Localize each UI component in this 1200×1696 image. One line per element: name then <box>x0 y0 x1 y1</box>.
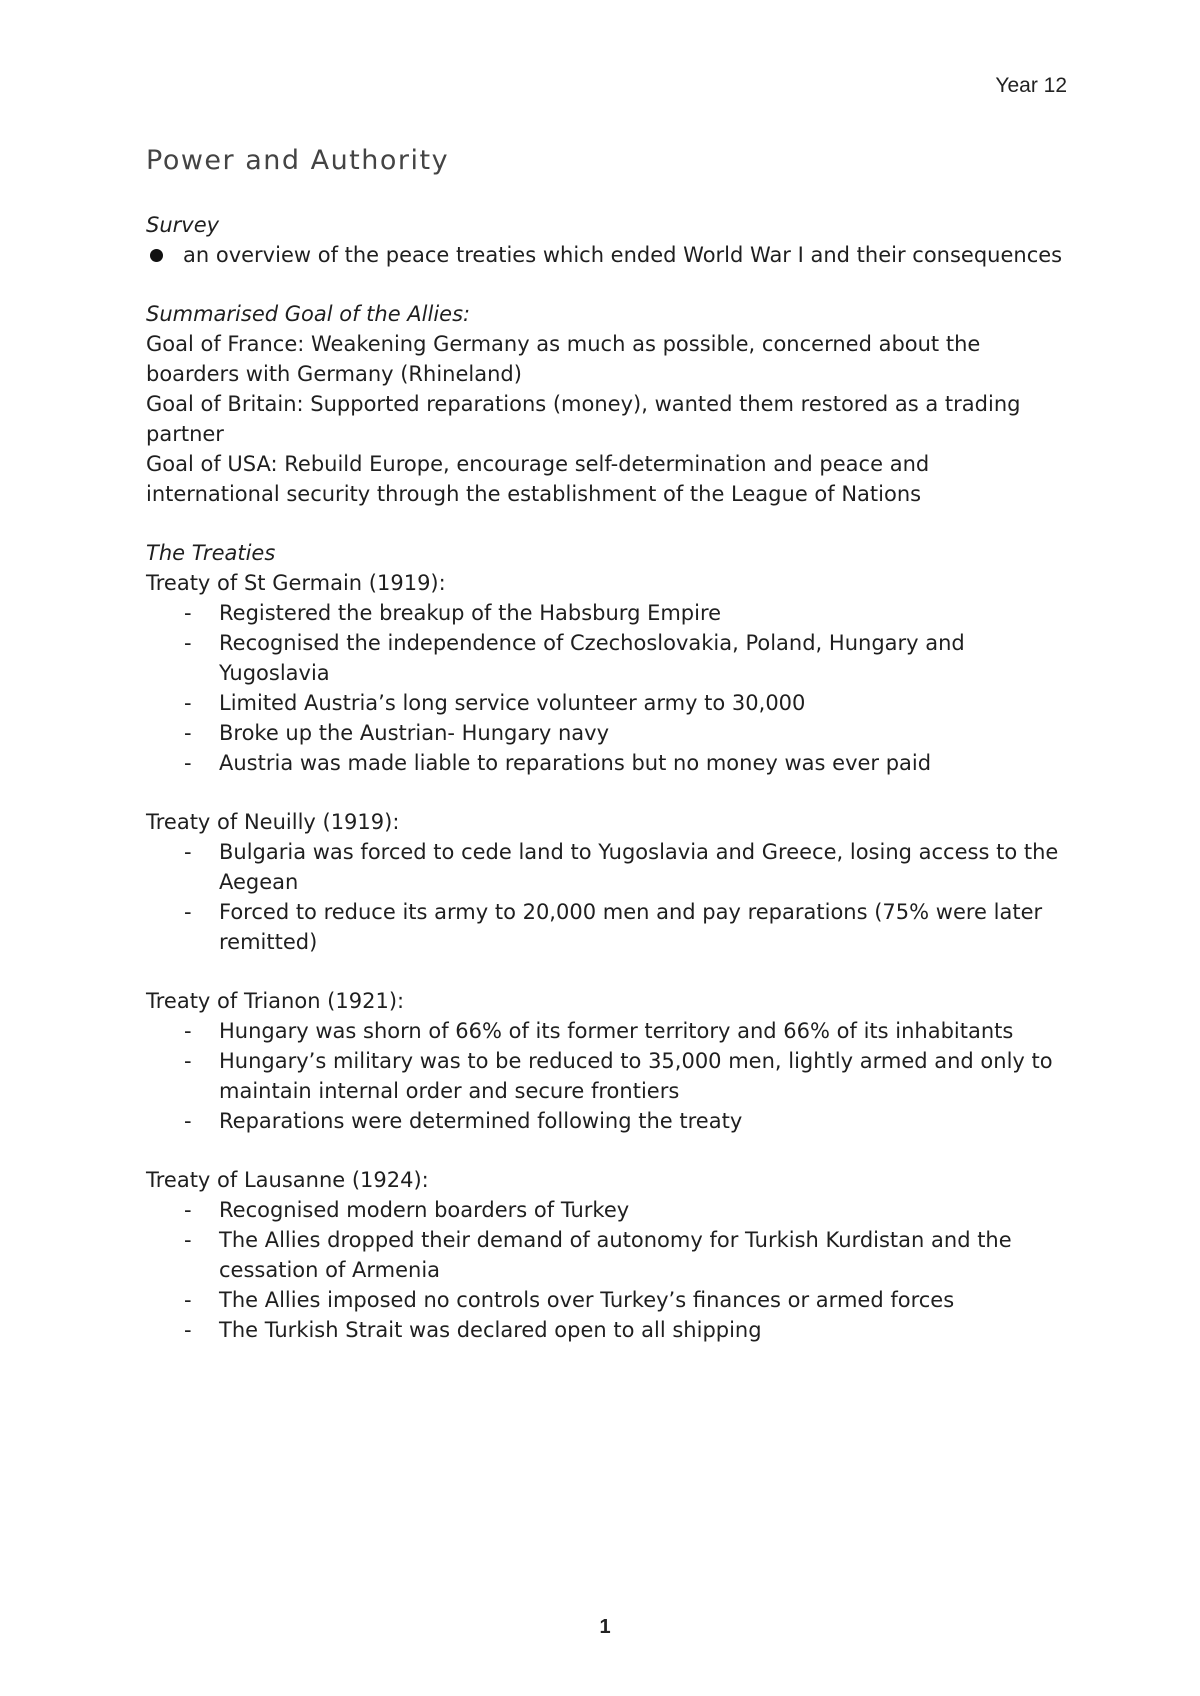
list-item <box>146 897 1066 957</box>
dash-marker: - <box>184 751 192 775</box>
list-item-text: Forced to reduce its army to 20,000 men and pay reparations (75% were later remitted) <box>219 900 1043 954</box>
page-number: 1 <box>599 1616 611 1638</box>
dash-marker: - <box>184 601 192 625</box>
list-item <box>146 1285 1066 1315</box>
list-item <box>146 837 1066 897</box>
dash-marker: - <box>184 721 192 745</box>
treaty-points-trianon <box>146 1016 1066 1136</box>
treaty-points-lausanne <box>146 1195 1066 1345</box>
dash-marker: - <box>184 1109 192 1133</box>
treaty-points-neuilly <box>146 837 1066 957</box>
treaty-title-trianon: Treaty of Trianon (1921): <box>146 989 405 1013</box>
list-item <box>146 1016 1066 1046</box>
list-item <box>146 1106 1066 1136</box>
goal-britain: Goal of Britain: Supported reparations (money), wanted them restored as a trading partner <box>146 392 1021 446</box>
list-item-text: The Turkish Strait was declared open to all shipping <box>219 1318 762 1342</box>
treaty-title-st-germain: Treaty of St Germain (1919): <box>146 571 446 595</box>
document-body <box>146 144 1066 1345</box>
list-item-text: Recognised the independence of Czechoslovakia, Poland, Hungary and Yugoslavia <box>219 631 965 685</box>
goals-heading: Summarised Goal of the Allies: <box>146 302 471 326</box>
list-item <box>146 718 1066 748</box>
bullet-dot-icon <box>150 249 163 262</box>
survey-bullet <box>146 240 1066 270</box>
list-item-text: The Allies dropped their demand of autonomy for Turkish Kurdistan and the cessation of Armenia <box>219 1228 1012 1282</box>
list-item-text: Broke up the Austrian- Hungary navy <box>219 721 610 745</box>
list-item <box>146 1195 1066 1225</box>
dash-marker: - <box>184 1318 192 1342</box>
dash-marker: - <box>184 1288 192 1312</box>
dash-marker: - <box>184 691 192 715</box>
list-item <box>146 688 1066 718</box>
list-item-text: Austria was made liable to reparations but no money was ever paid <box>219 751 932 775</box>
dash-marker: - <box>184 631 192 655</box>
dash-marker: - <box>184 900 192 924</box>
dash-marker: - <box>184 1049 192 1073</box>
goal-usa: Goal of USA: Rebuild Europe, encourage self-determination and peace and international security through the establishment of the League of Nations <box>146 452 930 506</box>
list-item <box>146 748 1066 778</box>
dash-marker: - <box>184 1198 192 1222</box>
list-item-text: Reparations were determined following the treaty <box>219 1109 743 1133</box>
treaty-title-neuilly: Treaty of Neuilly (1919): <box>146 810 400 834</box>
list-item-text: The Allies imposed no controls over Turkey’s finances or armed forces <box>219 1288 955 1312</box>
goal-france: Goal of France: Weakening Germany as much as possible, concerned about the boarders with Germany (Rhineland) <box>146 332 981 386</box>
list-item-text: Limited Austria’s long service volunteer army to 30,000 <box>219 691 806 715</box>
dash-marker: - <box>184 840 192 864</box>
list-item <box>146 1225 1066 1285</box>
dash-marker: - <box>184 1228 192 1252</box>
header-year-label: Year 12 <box>995 74 1067 97</box>
list-item-text: Bulgaria was forced to cede land to Yugoslavia and Greece, losing access to the Aegean <box>219 840 1059 894</box>
treaty-points-st-germain <box>146 598 1066 778</box>
treaties-heading: The Treaties <box>146 541 276 565</box>
list-item-text: Hungary’s military was to be reduced to 35,000 men, lightly armed and only to maintain internal order and secure frontiers <box>219 1049 1053 1103</box>
list-item <box>146 1315 1066 1345</box>
dash-marker: - <box>184 1019 192 1043</box>
list-item <box>146 598 1066 628</box>
list-item-text: Recognised modern boarders of Turkey <box>219 1198 630 1222</box>
list-item <box>146 1046 1066 1106</box>
list-item-text: Hungary was shorn of 66% of its former territory and 66% of its inhabitants <box>219 1019 1014 1043</box>
list-item <box>146 628 1066 688</box>
survey-bullet-text: an overview of the peace treaties which ended World War I and their consequences <box>183 243 1063 267</box>
list-item-text: Registered the breakup of the Habsburg Empire <box>219 601 722 625</box>
document-title: Power and Authority <box>146 145 450 176</box>
survey-heading: Survey <box>146 213 220 237</box>
treaty-title-lausanne: Treaty of Lausanne (1924): <box>146 1168 429 1192</box>
